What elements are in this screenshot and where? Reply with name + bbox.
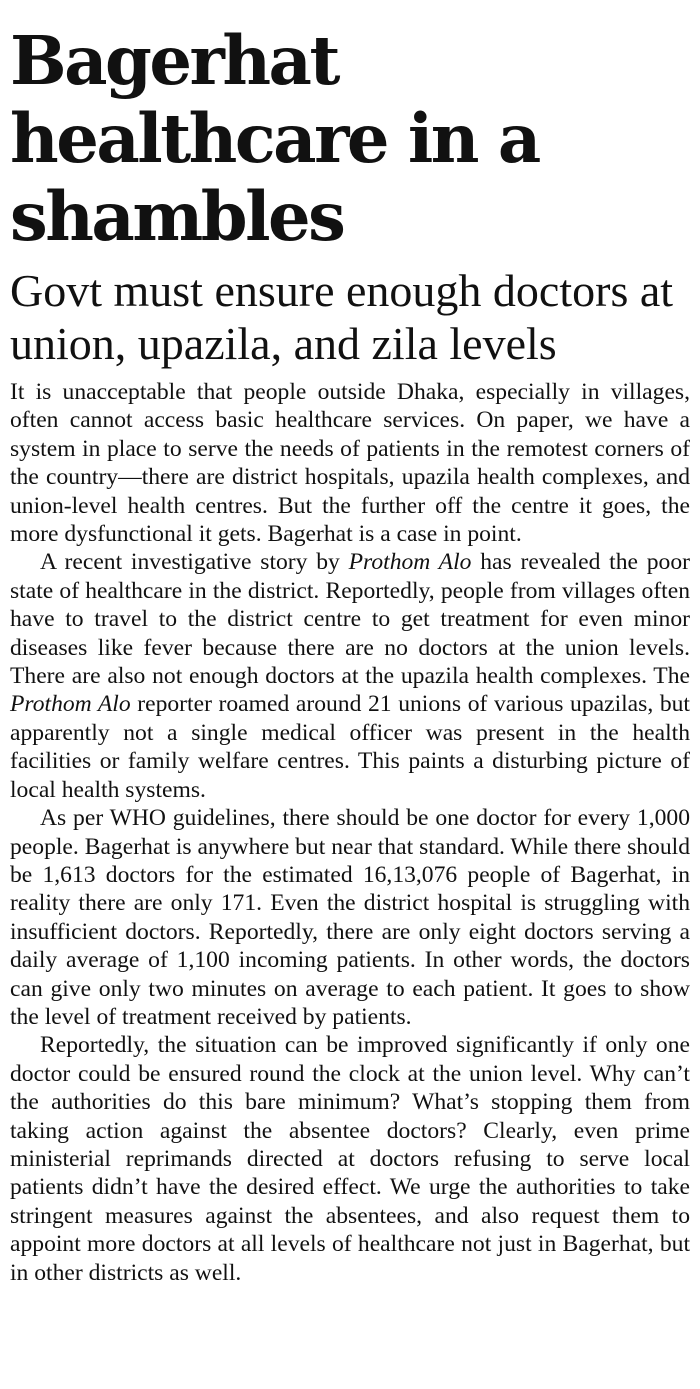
subheadline: Govt must ensure enough doctors at union, upazila, and zila levels — [10, 265, 674, 369]
text-segment: It is unacceptable that people outside Dhaka, especially in villages, often cannot access basic healthcare services. On paper, we have a system in place to serve the needs of patients in the remotest corners of the country—there are district hospitals, upazila health complexes, and union-level health centres. But the further off the centre it goes, the more dysfunctional it gets. Bagerhat is a case in point. — [10, 379, 690, 548]
body-paragraph — [10, 378, 690, 548]
publication-name: Prothom Alo — [348, 549, 472, 576]
headline: Bagerhat healthcare in a shambles — [10, 21, 539, 256]
text-segment: reporter roamed around 21 unions of various upazilas, but apparently not a single medical officer was present in the health facilities or family welfare centres. This paints a disturbing picture of local health systems. — [10, 691, 690, 803]
article-body — [10, 378, 690, 1287]
publication-name: Prothom Alo — [10, 691, 131, 718]
text-segment: As per WHO guidelines, there should be one doctor for every 1,000 people. Bagerhat is anywhere but near that standard. While there should be 1,613 doctors for the estimated 16,13,076 people of Bagerhat, in reality there are only 171. Even the district hospital is struggling with insufficient doctors. Reportedly, there are only eight doctors serving a daily average of 1,100 incoming patients. In other words, the doctors can give only two minutes on average to each patient. It goes to show the level of treatment received by patients. — [10, 805, 690, 1030]
text-segment: Reportedly, the situation can be improved significantly if only one doctor could be ensured round the clock at the union level. Why can’t the authorities do this bare minimum? What’s stopping them from taking action against the absentee doctors? Clearly, even prime ministerial reprimands directed at doctors refusing to serve local patients didn’t have the desired effect. We urge the authorities to take stringent measures against the absentees, and also request them to appoint more doctors at all levels of healthcare not just in Bagerhat, but in other districts as well. — [10, 1032, 690, 1286]
body-paragraph — [10, 804, 690, 1031]
body-paragraph — [10, 1031, 690, 1287]
text-segment: has revealed the poor state of healthcare in the district. Reportedly, people from villages often have to travel to the district centre to get treatment for even minor diseases like fever because there are no doctors at the union levels. There are also not enough doctors at the upazila health complexes. The — [10, 549, 690, 690]
body-paragraph — [10, 548, 690, 804]
text-segment: A recent investigative story by — [40, 549, 349, 576]
